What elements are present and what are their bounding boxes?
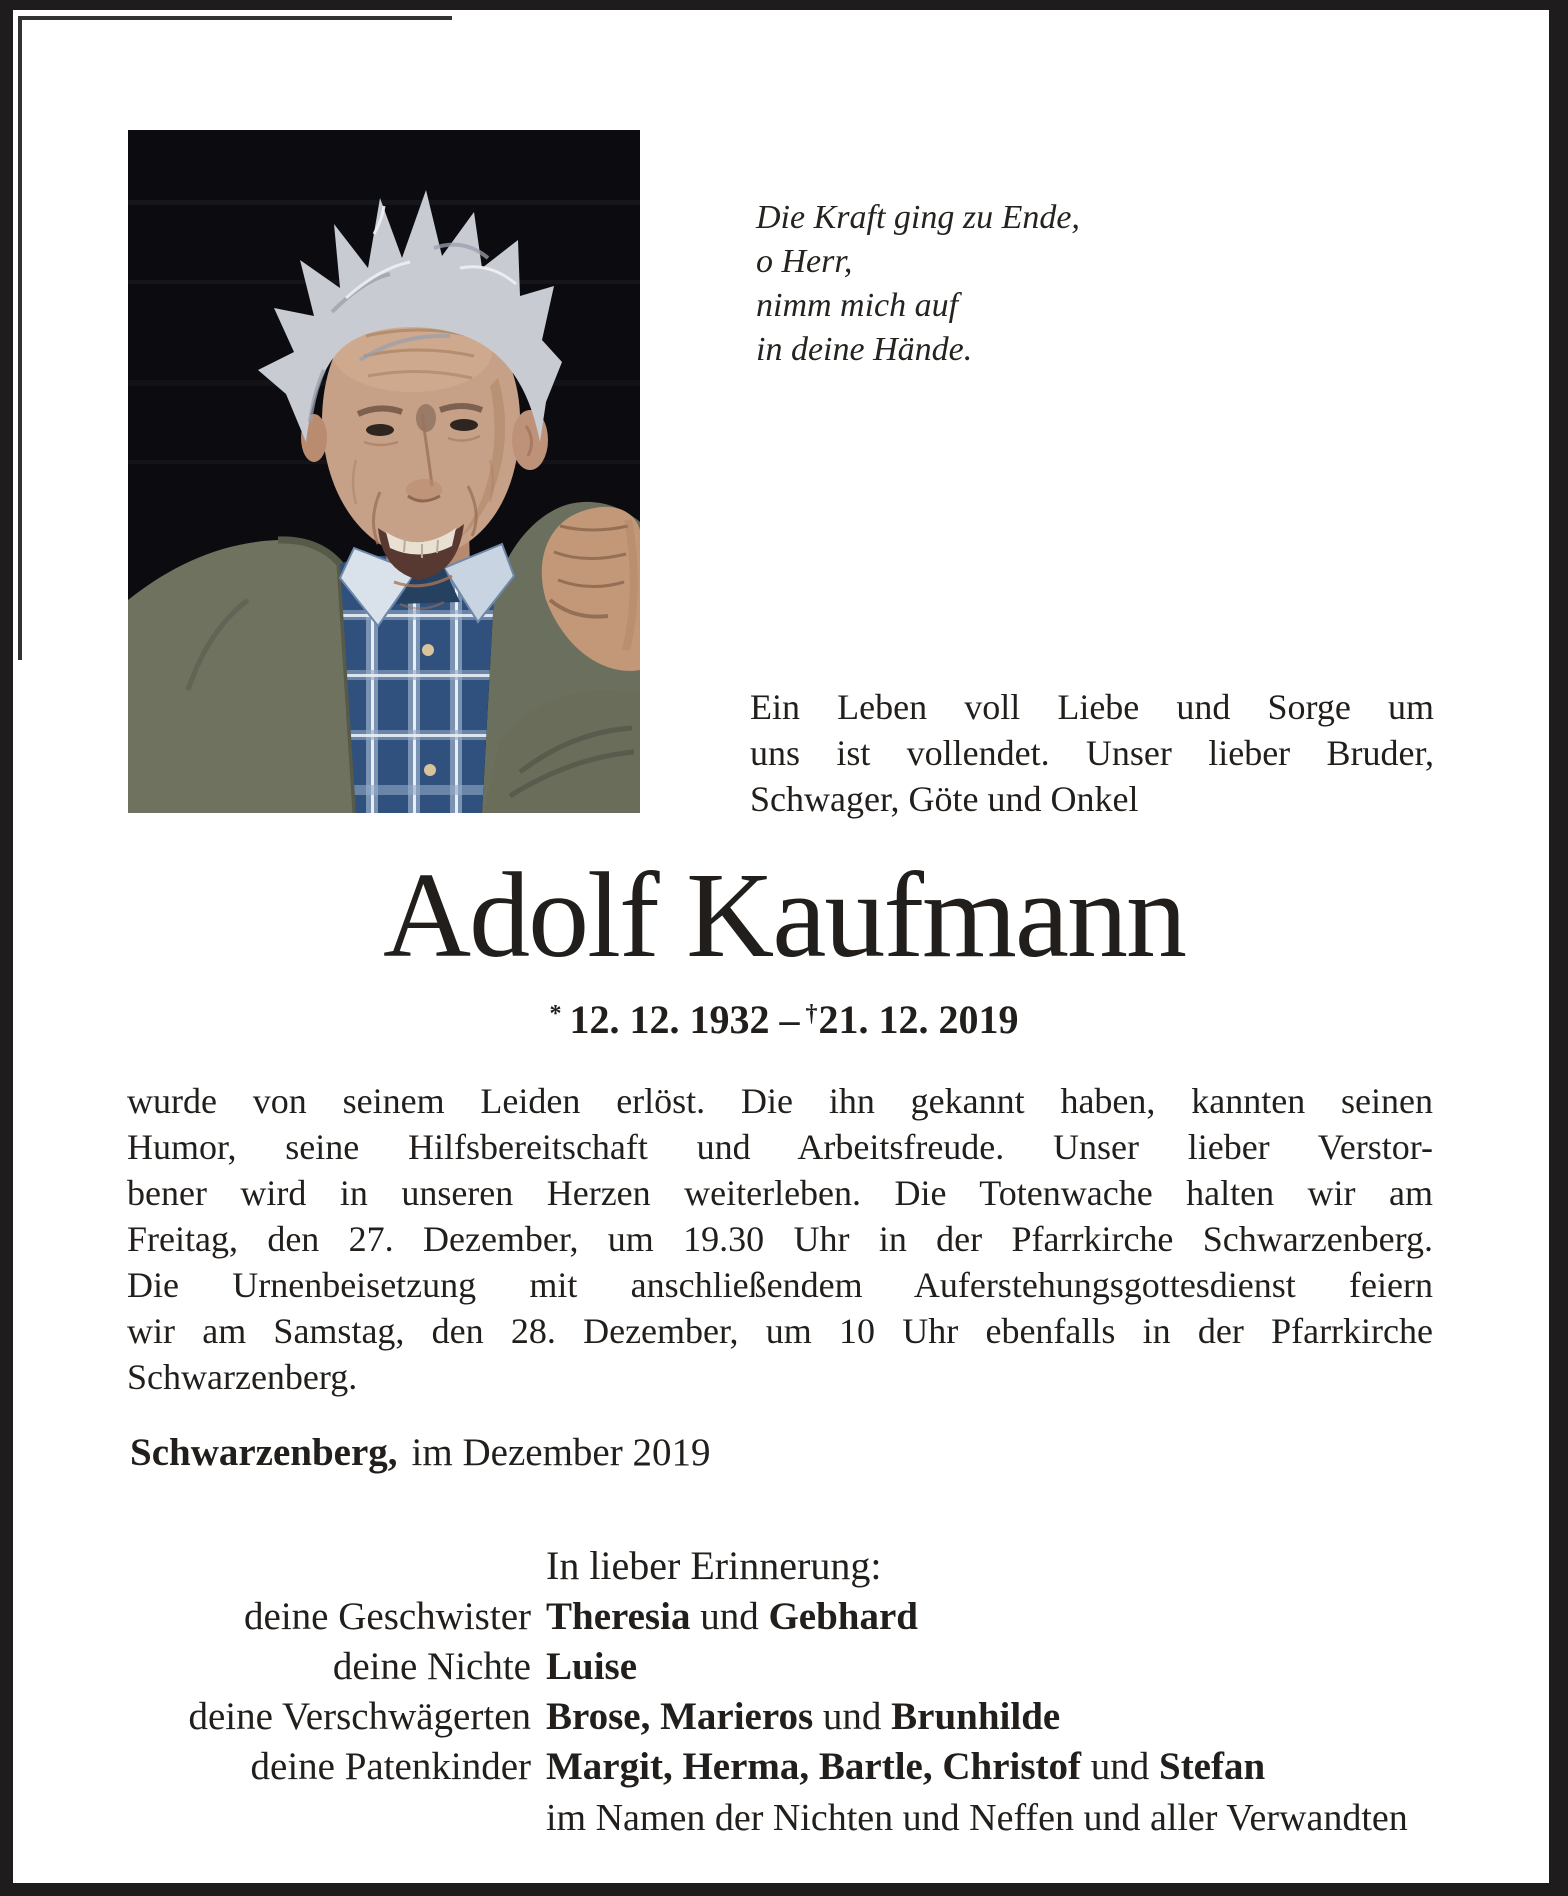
announcement-line: Freitag, den 27. Dezember, um 19.30 Uhr in der Pfarrkirche Schwarzenberg. <box>127 1219 1433 1259</box>
dateline-date: im Dezember 2019 <box>411 1431 711 1474</box>
mourner-name-segment: Theresia <box>546 1595 691 1638</box>
intro-text <box>750 684 1434 822</box>
mourner-name-segment: Luise <box>546 1645 638 1688</box>
portrait-illustration <box>128 130 640 813</box>
mourner-name-segment: Margit, Herma, Bartle, Christof <box>546 1745 1081 1788</box>
mourner-name-segment: und <box>1081 1745 1159 1788</box>
life-dates <box>0 996 1568 1043</box>
mourner-names <box>546 1742 1265 1792</box>
announcement-line: wir am Samstag, den 28. Dezember, um 10 Uhr ebenfalls in der Pfarrkirche <box>127 1311 1433 1351</box>
closing-line: im Namen der Nichten und Neffen und aller Verwandten <box>546 1797 1408 1839</box>
mourner-relation: deine Geschwister <box>244 1595 531 1638</box>
announcement-line: bener wird in unseren Herzen weiterleben. Die Totenwache halten wir am <box>127 1173 1433 1213</box>
announcement-line: Schwarzenberg. <box>127 1357 358 1397</box>
mourners-list <box>0 1592 1568 1792</box>
memorial-verse <box>756 196 1080 372</box>
mourner-name-segment: und <box>813 1695 892 1738</box>
mourner-name-segment: und <box>690 1595 769 1638</box>
mourner-name-segment: Brunhilde <box>891 1695 1061 1738</box>
death-cross-symbol: † <box>805 1001 818 1027</box>
announcement-line: Humor, seine Hilfsbereitschaft und Arbeitsfreude. Unser lieber Verstor- <box>127 1127 1433 1167</box>
dates-separator: – <box>779 997 800 1042</box>
mourner-row <box>0 1692 1568 1742</box>
place-name: Schwarzenberg, <box>130 1431 398 1474</box>
mourner-relation: deine Nichte <box>332 1645 531 1688</box>
intro-line: Schwager, Göte und Onkel <box>750 779 1139 819</box>
announcement-line: wurde von seinem Leiden erlöst. Die ihn gekannt haben, kannten seinen <box>127 1081 1433 1121</box>
place-date-line <box>130 1430 710 1475</box>
announcement-line: Die Urnenbeisetzung mit anschließendem Auferstehungsgottesdienst feiern <box>127 1265 1433 1305</box>
mourner-names <box>546 1592 918 1642</box>
mourner-relation: deine Patenkinder <box>250 1745 531 1788</box>
mourner-names <box>546 1642 637 1692</box>
intro-line: Ein Leben voll Liebe und Sorge um <box>750 687 1434 727</box>
verse-line: Die Kraft ging zu Ende, <box>756 199 1080 236</box>
announcement-text <box>127 1078 1433 1400</box>
death-date: 21. 12. 2019 <box>818 997 1019 1042</box>
portrait-photo <box>128 130 640 813</box>
mourner-row <box>0 1742 1568 1792</box>
mourner-row <box>0 1642 1568 1692</box>
mourner-relation: deine Verschwägerten <box>188 1695 531 1738</box>
remembrance-heading: In lieber Erinnerung: <box>546 1543 882 1588</box>
birth-star-symbol: * <box>549 1001 562 1027</box>
mourner-name-segment: Gebhard <box>768 1595 918 1638</box>
verse-line: in deine Hände. <box>756 331 973 368</box>
verse-line: nimm mich auf <box>756 287 959 324</box>
mourner-name-segment: Brose, Marieros <box>546 1695 814 1738</box>
verse-line: o Herr, <box>756 243 853 280</box>
deceased-name: Adolf Kaufmann <box>382 848 1186 983</box>
mourner-name-segment: Stefan <box>1159 1745 1266 1788</box>
mourner-names <box>546 1692 1060 1742</box>
intro-line: uns ist vollendet. Unser lieber Bruder, <box>750 733 1434 773</box>
birth-date: 12. 12. 1932 <box>569 997 770 1042</box>
mourner-row <box>0 1592 1568 1642</box>
